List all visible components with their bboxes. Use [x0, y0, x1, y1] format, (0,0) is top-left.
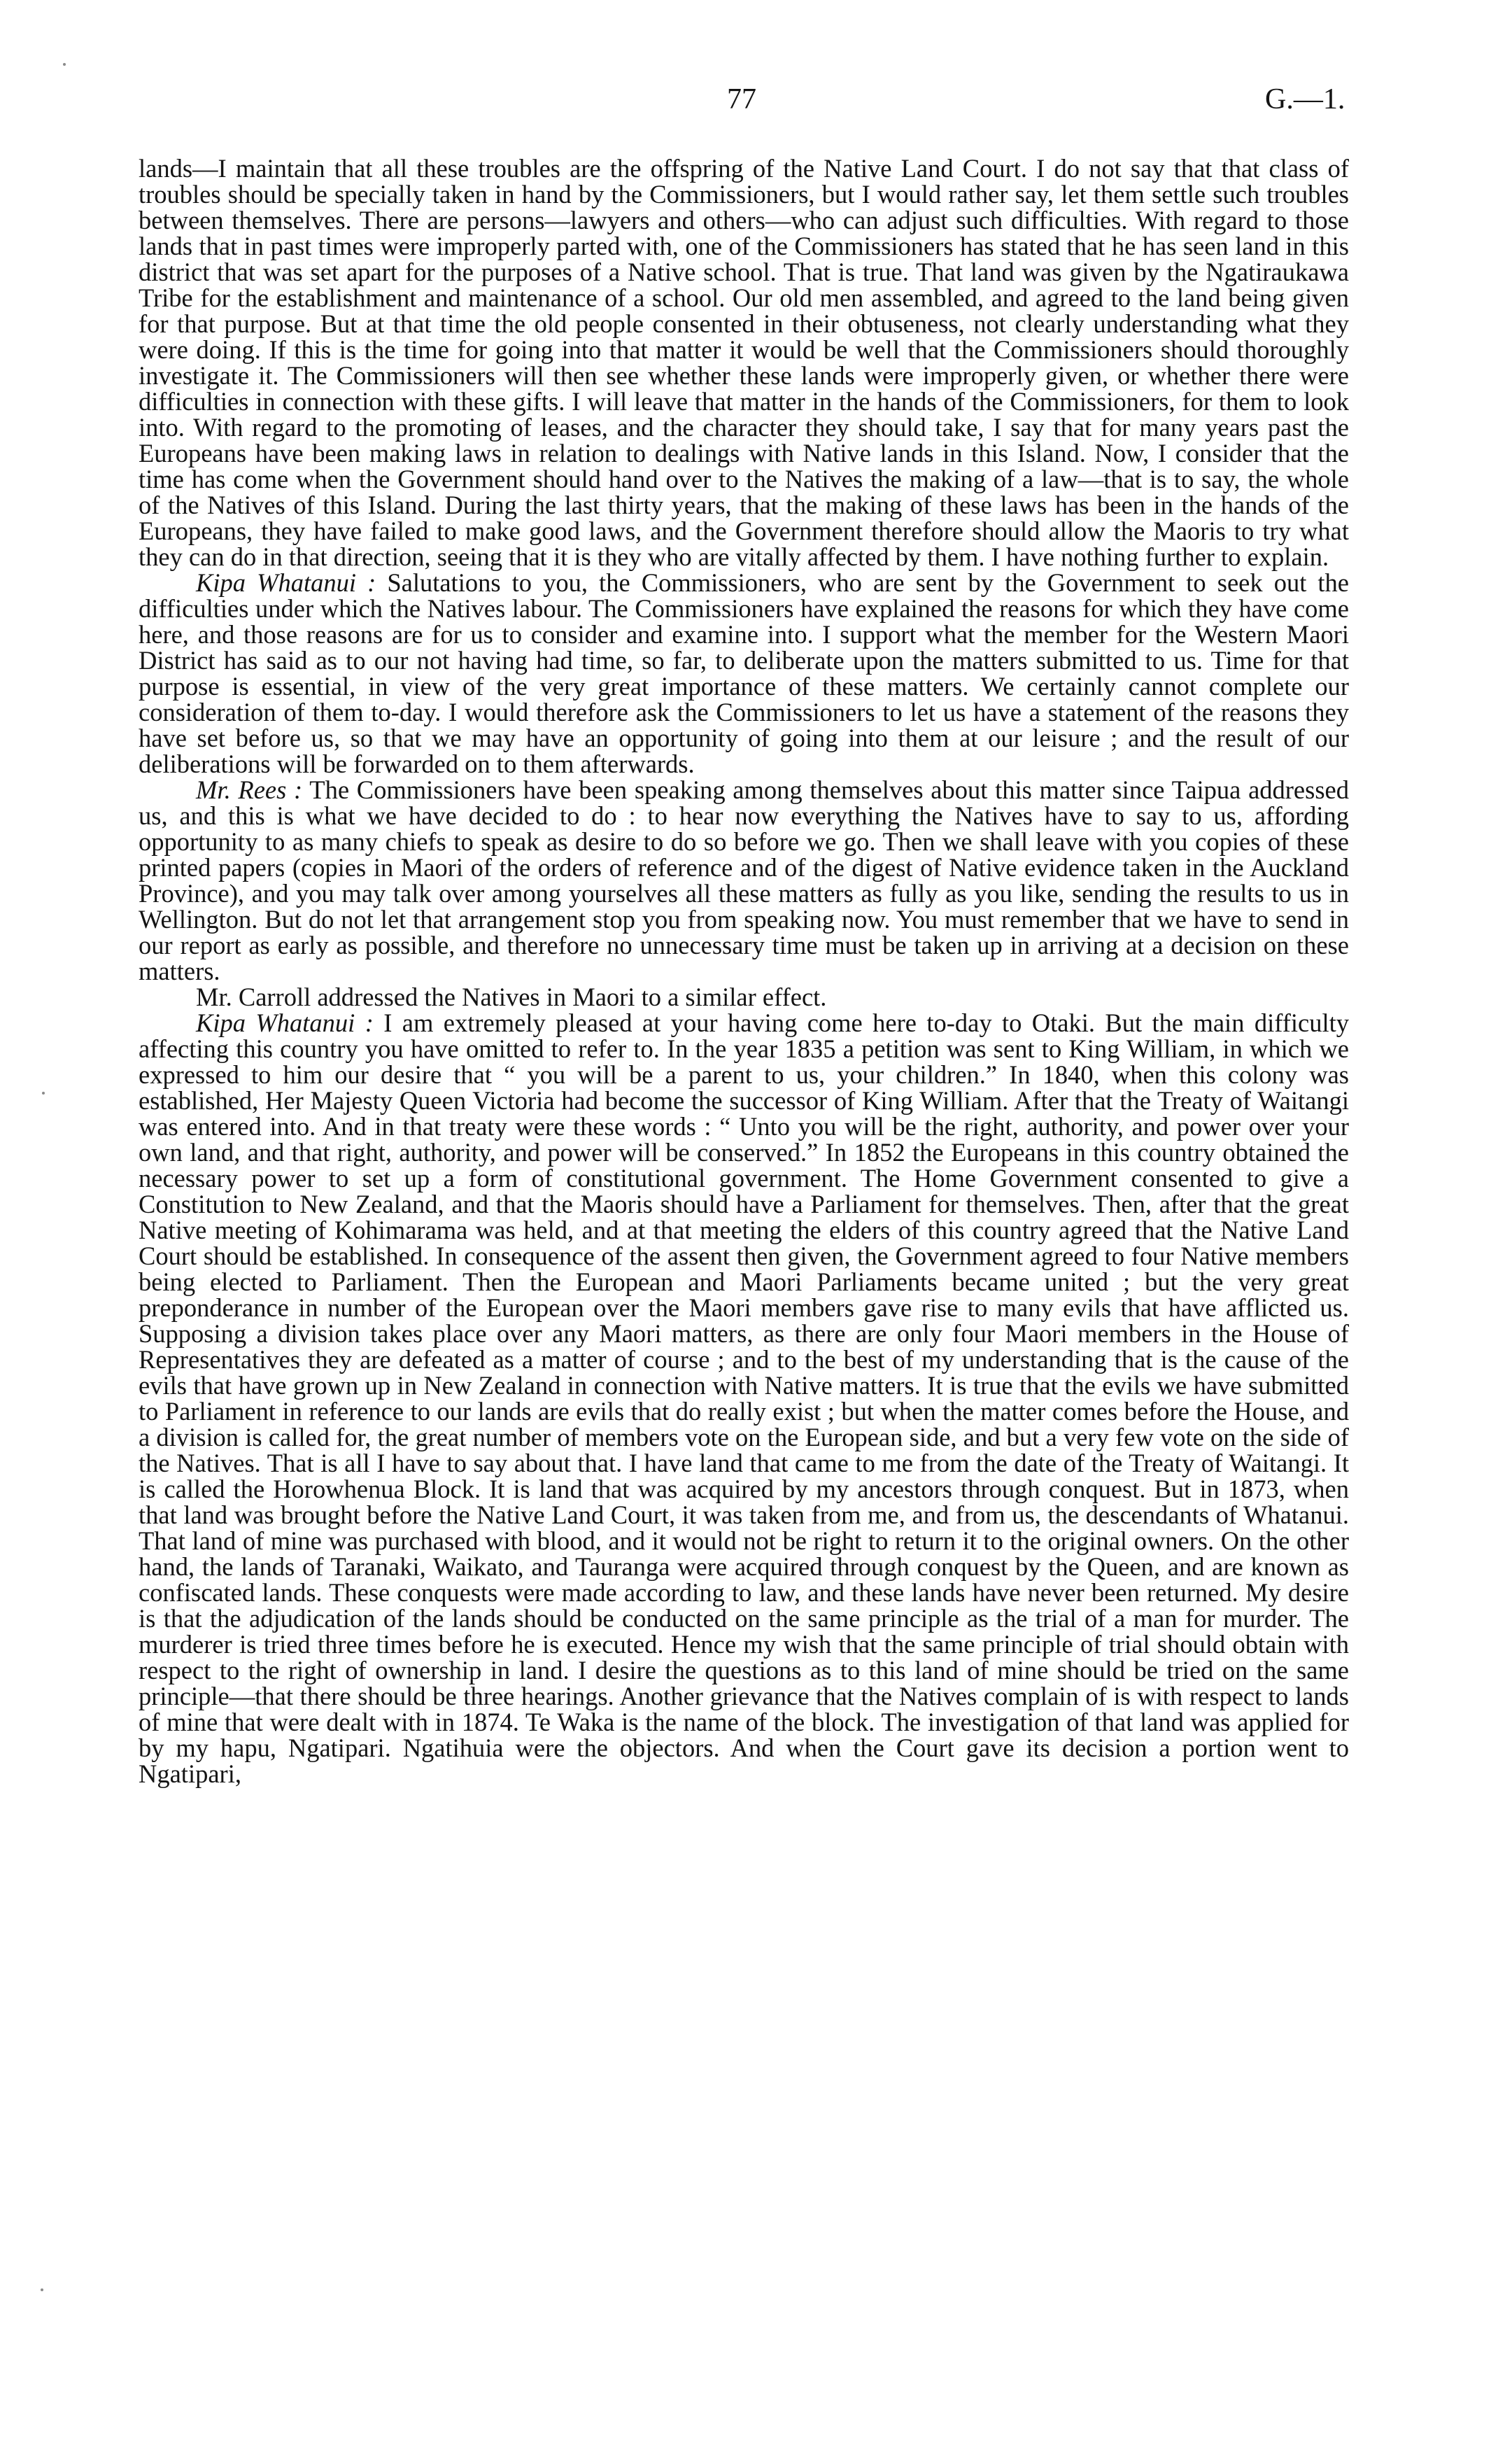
scan-speck	[42, 1092, 45, 1095]
paragraph-text: Salutations to you, the Commissioners, who are sent by the Government to seek out the difficulties under which the Natives labour. The Commissioners have explained the reasons for which they have come here, and those reasons are for us to consider and examine into. I support what the member for the Western Maori District has said as to our not having had time, so far, to deliberate upon the matters submitted to us. Time for that purpose is essential, in view of the very great importance of these matters. We certainly cannot complete our consideration of them to-day. I would therefore ask the Commissioners to let us have a statement of the reasons they have set before us, so that we may have an opportunity of going into them at our leisure ; and the result of our deliberations will be forwarded on to them afterwards.	[139, 568, 1350, 778]
scan-speck	[63, 63, 66, 66]
body-text	[139, 155, 1349, 1787]
paragraph-continuation	[139, 155, 1349, 570]
paper-reference: G.—1.	[1265, 83, 1345, 115]
speaker-name: Kipa Whatanui :	[196, 568, 376, 597]
paragraph-mr-carroll	[139, 984, 1349, 1010]
paragraph-mr-rees	[139, 777, 1349, 984]
paragraph-kipa-whatanui-1	[139, 570, 1349, 777]
paragraph-text: Mr. Carroll addressed the Natives in Maori to a similar effect.	[196, 983, 827, 1011]
page-number: 77	[727, 83, 756, 115]
paragraph-text: I am extremely pleased at your having come here to-day to Otaki. But the main difficulty affecting this country you have omitted to refer to. In the year 1835 a petition was sent to King William, in which we expressed to him our desire that “ you will be a parent to us, your children.” In 1840, when this colony was established, Her Majesty Queen Victoria had become the successor of King William. After that the Treaty of Waitangi was entered into. And in that treaty were these words : “ Unto you will be the right, authority, and power over your own land, and that right, authority, and power will be conserved.” In 1852 the Europeans in this country obtained the necessary power to set up a form of constitutional government. The Home Government consented to give a Constitution to New Zealand, and that the Maoris should have a Parliament for themselves. Then, after that the great Native meeting of Kohimarama was held, and at that meeting the elders of this country agreed that the Native Land Court should be established. In consequence of the assent then given, the Government agreed to four Native members being elected to Parliament. Then the European and Maori Parliaments became united ; but the very great preponderance in number of the European over the Maori members gave rise to many evils that have afflicted us. Supposing a division takes place over any Maori matters, as there are only four Maori members in the House of Representatives they are defeated as a matter of course ; and to the best of my understanding that is the cause of the evils that have grown up in New Zealand in connection with Native matters. It is true that the evils we have submitted to Parliament in reference to our lands are evils that do really exist ; but when the matter comes before the House, and a division is called for, the great number of members vote on the European side, and but a very few vote on the side of the Natives. That is all I have to say about that. I have land that came to me from the date of the Treaty of Waitangi. It is called the Horowhenua Block. It is land that was acquired by my ancestors through conquest. But in 1873, when that land was brought before the Native Land Court, it was taken from me, and from us, the descendants of Whatanui. That land of mine was purchased with blood, and it would not be right to return it to the original owners. On the other hand, the lands of Taranaki, Waikato, and Tauranga were acquired through conquest by the Queen, and are known as confiscated lands. These conquests were made according to law, and these lands have never been returned. My desire is that the adjudication of the lands should be conducted on the same principle as the trial of a man for murder. The murderer is tried three times before he is executed. Hence my wish that the same principle of trial should obtain with respect to the right of ownership in land. I desire the questions as to this land of mine should be tried on the same principle—that there should be three hearings. Another grievance that the Natives complain of is with respect to lands of mine that were dealt with in 1874. Te Waka is the name of the block. The investigation of that land was applied for by my hapu, Ngatipari. Ngatihuia were the objectors. And when the Court gave its decision a portion went to Ngatipari,	[139, 1008, 1349, 1788]
scan-speck	[41, 2288, 43, 2291]
speaker-name: Kipa Whatanui :	[196, 1008, 374, 1037]
page-header	[0, 83, 1512, 125]
paragraph-kipa-whatanui-2	[139, 1010, 1349, 1787]
paragraph-text: The Commissioners have been speaking among themselves about this matter since Taipua addressed us, and this is what we have decided to do : to hear now everything the Natives have to say to us, affording opportunity to as many chiefs to speak as desire to do so before we go. Then we shall leave with you copies of these printed papers (copies in Maori of the orders of reference and of the digest of Native evidence taken in the Auckland Province), and you may talk over among yourselves all these matters as fully as you like, sending the results to us in Wellington. But do not let that arrangement stop you from speaking now. You must remember that we have to send in our report as early as possible, and therefore no unnecessary time must be taken up in arriving at a decision on these matters.	[139, 775, 1349, 985]
speaker-name: Mr. Rees :	[196, 775, 303, 804]
paragraph-text: lands—I maintain that all these troubles are the offspring of the Native Land Court. I do not say that that class of troubles should be specially taken in hand by the Commissioners, but I would rather say, let them settle such troubles between themselves. There are persons—lawyers and others—who can adjust such difficulties. With regard to those lands that in past times were improperly parted with, one of the Commissioners has stated that he has seen land in this district that was set apart for the purposes of a Native school. That is true. That land was given by the Ngatiraukawa Tribe for the establishment and maintenance of a school. Our old men assembled, and agreed to the land being given for that purpose. But at that time the old people consented in their obtuseness, not clearly understanding what they were doing. If this is the time for going into that matter it would be well that the Commissioners should thoroughly investigate it. The Commissioners will then see whether these lands were improperly given, or whether there were difficulties in connection with these gifts. I will leave that matter in the hands of the Commissioners, for them to look into. With regard to the promoting of leases, and the character they should take, I say that for many years past the Europeans have been making laws in relation to dealings with Native lands in this Island. Now, I consider that the time has come when the Government should hand over to the Natives the making of a law—that is to say, the whole of the Natives of this Island. During the last thirty years, that the making of these laws has been in the hands of the Europeans, they have failed to make good laws, and the Government therefore should allow the Maoris to try what they can do in that direction, seeing that it is they who are vitally affected by them. I have nothing further to explain.	[139, 154, 1349, 571]
